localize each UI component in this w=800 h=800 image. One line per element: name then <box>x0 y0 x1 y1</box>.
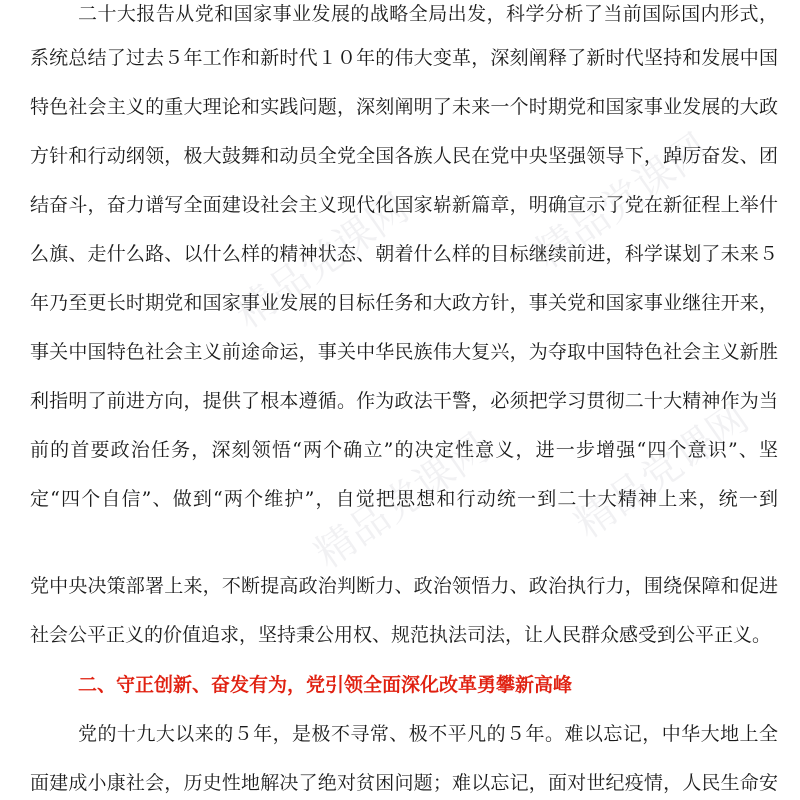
paragraph-line: 利指明了前进方向，提供了根本遵循。作为政法干警，必须把学习贯彻二十大精神作为当 <box>30 390 778 412</box>
watermark: 精品党课网 <box>526 125 718 278</box>
paragraph-line: 二十大报告从党和国家事业发展的战略全局出发，科学分析了当前国际国内形式， <box>78 3 778 25</box>
paragraph-line: 特色社会主义的重大理论和实践问题，深刻阐明了未来一个时期党和国家事业发展的大政 <box>30 96 778 118</box>
paragraph-line: 定“四个自信”、做到“两个维护”，自觉把思想和行动统一到二十大精神上来，统一到 <box>30 488 778 510</box>
paragraph-line: 党的十九大以来的５年，是极不寻常、极不平凡的５年。难以忘记，中华大地上全 <box>78 723 778 745</box>
paragraph-line: 年乃至更长时期党和国家事业发展的目标任务和大政方针，事关党和国家事业继往开来， <box>30 292 778 314</box>
paragraph-line: 前的首要政治任务，深刻领悟“两个确立”的决定性意义，进一步增强“四个意识”、坚 <box>30 439 778 461</box>
paragraph-line: 结奋斗，奋力谱写全面建设社会主义现代化国家崭新篇章，明确宣示了党在新征程上举什 <box>30 194 778 216</box>
paragraph-line: 么旗、走什么路、以什么样的精神状态、朝着什么样的目标继续前进，科学谋划了未来５ <box>30 243 778 265</box>
paragraph-line: 面建成小康社会，历史性地解决了绝对贫困问题；难以忘记，面对世纪疫情，人民生命安 <box>30 772 778 794</box>
watermark: 精品党课网 <box>566 395 758 548</box>
paragraph-line: 事关中国特色社会主义前途命运，事关中华民族伟大复兴，为夺取中国特色社会主义新胜 <box>30 341 778 363</box>
watermark: 精品党课网 <box>226 185 418 338</box>
watermark: 精品党课网 <box>306 425 498 578</box>
paragraph-line: 社会公平正义的价值追求，坚持秉公用权、规范执法司法，让人民群众感受到公平正义。 <box>30 624 772 646</box>
paragraph-line: 党中央决策部署上来，不断提高政治判断力、政治领悟力、政治执行力，围绕保障和促进 <box>30 575 778 597</box>
paragraph-line: 系统总结了过去５年工作和新时代１０年的伟大变革，深刻阐释了新时代坚持和发展中国 <box>30 47 778 69</box>
paragraph-line: 方针和行动纲领，极大鼓舞和动员全党全国各族人民在党中央坚强领导下，踔厉奋发、团 <box>30 145 778 167</box>
section-heading: 二、守正创新、奋发有为，党引领全面深化改革勇攀新高峰 <box>78 674 573 696</box>
